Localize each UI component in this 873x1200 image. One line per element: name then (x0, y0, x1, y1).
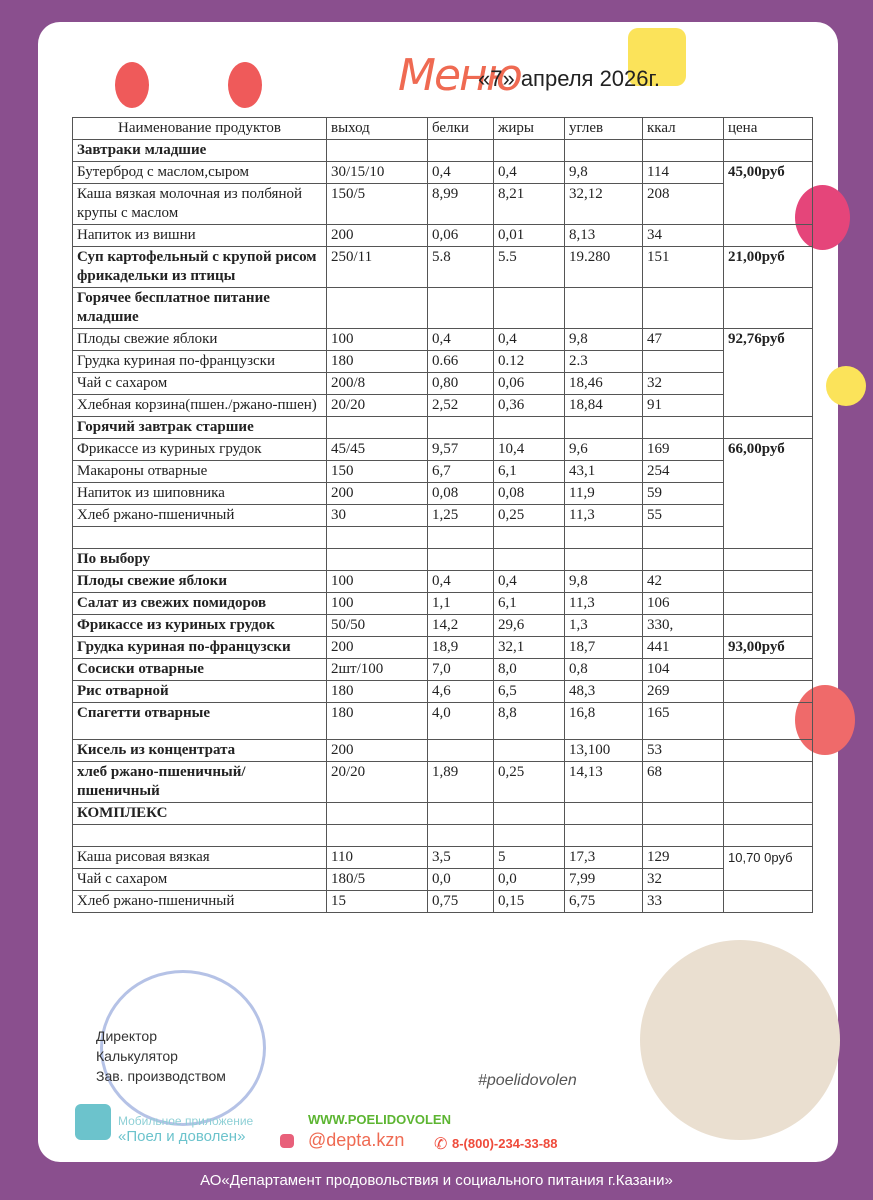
fat: 29,6 (494, 615, 565, 637)
price (724, 762, 813, 803)
price (724, 681, 813, 703)
carbs: 11,9 (565, 483, 643, 505)
product-name: Плоды свежие яблоки (73, 571, 327, 593)
protein: 6,7 (428, 461, 494, 483)
price: 45,00руб (724, 162, 813, 225)
fat: 8,8 (494, 703, 565, 740)
kcal: 151 (643, 247, 724, 288)
table-row (73, 847, 813, 869)
footer-organization: АО«Департамент продовольствия и социального питания г.Казани» (200, 1172, 673, 1189)
carbs: 14,13 (565, 762, 643, 803)
product-name: Сосиски отварные (73, 659, 327, 681)
price (724, 825, 813, 847)
portion (327, 803, 428, 825)
carbs: 43,1 (565, 461, 643, 483)
product-name: Бутерброд с маслом,сыром (73, 162, 327, 184)
price (724, 615, 813, 637)
table-row (73, 461, 813, 483)
fat: 0,0 (494, 869, 565, 891)
product-name: Каша рисовая вязкая (73, 847, 327, 869)
portion (327, 417, 428, 439)
kcal: 32 (643, 869, 724, 891)
price: 92,76руб (724, 329, 813, 417)
product-name: Кисель из концентрата (73, 740, 327, 762)
portion (327, 527, 428, 549)
table-row (73, 825, 813, 847)
table-row (73, 225, 813, 247)
column-header: цена (724, 118, 813, 140)
price (724, 549, 813, 571)
carbs: 1,3 (565, 615, 643, 637)
product-name: Чай с сахаром (73, 373, 327, 395)
app-label: Мобильное приложение (118, 1114, 254, 1128)
carbs: 32,12 (565, 184, 643, 225)
price (724, 571, 813, 593)
protein: 9,57 (428, 439, 494, 461)
protein: 0,08 (428, 483, 494, 505)
table-header-row (73, 118, 813, 140)
kcal: 269 (643, 681, 724, 703)
fat: 6,1 (494, 593, 565, 615)
product-name: Чай с сахаром (73, 869, 327, 891)
portion (327, 825, 428, 847)
protein (428, 803, 494, 825)
portion: 110 (327, 847, 428, 869)
price (724, 659, 813, 681)
fat: 0,36 (494, 395, 565, 417)
instagram-icon (280, 1134, 294, 1148)
kcal: 68 (643, 762, 724, 803)
protein: 0,06 (428, 225, 494, 247)
protein: 1,89 (428, 762, 494, 803)
protein (428, 740, 494, 762)
website-link[interactable]: WWW.POELIDOVOLEN (308, 1112, 451, 1127)
portion: 2шт/100 (327, 659, 428, 681)
product-name (73, 825, 327, 847)
price (724, 140, 813, 162)
table-row (73, 762, 813, 803)
kcal: 114 (643, 162, 724, 184)
portion: 150 (327, 461, 428, 483)
carbs: 18,7 (565, 637, 643, 659)
kcal (643, 417, 724, 439)
kcal: 106 (643, 593, 724, 615)
kcal: 55 (643, 505, 724, 527)
carbs (565, 417, 643, 439)
column-header: белки (428, 118, 494, 140)
protein: 2,52 (428, 395, 494, 417)
price: 21,00руб (724, 247, 813, 288)
table-row (73, 659, 813, 681)
kcal: 254 (643, 461, 724, 483)
kcal: 169 (643, 439, 724, 461)
kcal (643, 288, 724, 329)
product-name: Рис отварной (73, 681, 327, 703)
price (724, 288, 813, 329)
kcal: 42 (643, 571, 724, 593)
kcal (643, 351, 724, 373)
fat: 0,25 (494, 762, 565, 803)
signature-production: Зав. производством (96, 1068, 226, 1084)
kcal: 104 (643, 659, 724, 681)
carbs (565, 825, 643, 847)
protein: 0,0 (428, 869, 494, 891)
tomato-character-decoration (115, 62, 149, 108)
product-name: Грудка куриная по-французски (73, 637, 327, 659)
carbs: 9,8 (565, 329, 643, 351)
price (724, 417, 813, 439)
carbs: 2.3 (565, 351, 643, 373)
carbs: 17,3 (565, 847, 643, 869)
carbs: 6,75 (565, 891, 643, 913)
fat: 5.5 (494, 247, 565, 288)
kcal (643, 825, 724, 847)
protein: 1,25 (428, 505, 494, 527)
hashtag: #poelidovolen (478, 1072, 577, 1089)
fat (494, 825, 565, 847)
column-header: углев (565, 118, 643, 140)
kcal: 32 (643, 373, 724, 395)
fat (494, 288, 565, 329)
protein: 0,4 (428, 329, 494, 351)
protein: 7,0 (428, 659, 494, 681)
table-row (73, 184, 813, 225)
portion (327, 140, 428, 162)
carbs (565, 140, 643, 162)
protein: 18,9 (428, 637, 494, 659)
fat: 0.12 (494, 351, 565, 373)
table-row (73, 247, 813, 288)
carbs: 18,46 (565, 373, 643, 395)
kcal: 47 (643, 329, 724, 351)
carbs: 11,3 (565, 593, 643, 615)
table-row (73, 527, 813, 549)
carbs: 48,3 (565, 681, 643, 703)
fat: 32,1 (494, 637, 565, 659)
table-row (73, 505, 813, 527)
protein: 0,75 (428, 891, 494, 913)
product-name: Хлеб ржано-пшеничный (73, 891, 327, 913)
carbs (565, 527, 643, 549)
carbs (565, 549, 643, 571)
phone-number[interactable]: 8-(800)-234-33-88 (452, 1136, 558, 1151)
portion: 200 (327, 225, 428, 247)
product-name: Суп картофельный с крупой рисом фрикадельки из птицы (73, 247, 327, 288)
product-name (73, 527, 327, 549)
lemon-decoration (826, 366, 866, 406)
portion (327, 549, 428, 571)
table-row (73, 891, 813, 913)
price: 10,70 0руб (724, 847, 813, 891)
price (724, 593, 813, 615)
table-row (73, 637, 813, 659)
product-name: Макароны отварные (73, 461, 327, 483)
table-row (73, 395, 813, 417)
kcal: 91 (643, 395, 724, 417)
product-name: Фрикассе из куриных грудок (73, 439, 327, 461)
fat: 8,21 (494, 184, 565, 225)
fat (494, 140, 565, 162)
kcal: 330, (643, 615, 724, 637)
table-row (73, 162, 813, 184)
carbs: 18,84 (565, 395, 643, 417)
kcal: 53 (643, 740, 724, 762)
fat: 5 (494, 847, 565, 869)
kcal: 441 (643, 637, 724, 659)
table-row (73, 483, 813, 505)
carbs: 11,3 (565, 505, 643, 527)
product-name: Хлебная корзина(пшен./ржано-пшен) (73, 395, 327, 417)
price (724, 803, 813, 825)
protein: 0,80 (428, 373, 494, 395)
carbs: 9,8 (565, 162, 643, 184)
product-name: Грудка куриная по-французски (73, 351, 327, 373)
app-name: «Поел и доволен» (118, 1128, 246, 1145)
carbs (565, 288, 643, 329)
protein: 1,1 (428, 593, 494, 615)
protein: 14,2 (428, 615, 494, 637)
protein (428, 549, 494, 571)
protein: 0,4 (428, 571, 494, 593)
kcal: 59 (643, 483, 724, 505)
carbs (565, 803, 643, 825)
portion: 50/50 (327, 615, 428, 637)
portion: 180 (327, 703, 428, 740)
table-row (73, 740, 813, 762)
carbs: 13,100 (565, 740, 643, 762)
portion: 45/45 (327, 439, 428, 461)
fat: 0,01 (494, 225, 565, 247)
carbs: 9,6 (565, 439, 643, 461)
protein: 5.8 (428, 247, 494, 288)
portion: 180 (327, 351, 428, 373)
menu-table (72, 117, 813, 913)
product-name: хлеб ржано-пшеничный/пшеничный (73, 762, 327, 803)
portion: 100 (327, 571, 428, 593)
price: 93,00руб (724, 637, 813, 659)
price (724, 703, 813, 740)
column-header: выход (327, 118, 428, 140)
kcal: 165 (643, 703, 724, 740)
phone-icon: ✆ (434, 1136, 448, 1153)
carbs: 0,8 (565, 659, 643, 681)
product-name: Завтраки младшие (73, 140, 327, 162)
kcal (643, 549, 724, 571)
instagram-handle[interactable]: @depta.kzn (308, 1130, 405, 1150)
table-row (73, 571, 813, 593)
product-name: По выбору (73, 549, 327, 571)
protein (428, 825, 494, 847)
fat: 0,08 (494, 483, 565, 505)
kcal (643, 527, 724, 549)
fat: 0,06 (494, 373, 565, 395)
product-name: Салат из свежих помидоров (73, 593, 327, 615)
fat: 10,4 (494, 439, 565, 461)
product-name: Горячее бесплатное питание младшие (73, 288, 327, 329)
table-row (73, 615, 813, 637)
protein: 4,0 (428, 703, 494, 740)
section-row (73, 549, 813, 571)
fat: 0,4 (494, 162, 565, 184)
product-name: КОМПЛЕКС (73, 803, 327, 825)
portion: 200/8 (327, 373, 428, 395)
app-icon (75, 1104, 111, 1140)
portion: 200 (327, 637, 428, 659)
portion: 20/20 (327, 762, 428, 803)
portion: 200 (327, 740, 428, 762)
kcal: 34 (643, 225, 724, 247)
carbs: 19.280 (565, 247, 643, 288)
table-row (73, 351, 813, 373)
section-row (73, 140, 813, 162)
protein: 3,5 (428, 847, 494, 869)
fat: 8,0 (494, 659, 565, 681)
kcal: 208 (643, 184, 724, 225)
broccoli-banana-decoration (640, 940, 840, 1140)
protein (428, 417, 494, 439)
fat: 0,25 (494, 505, 565, 527)
product-name: Плоды свежие яблоки (73, 329, 327, 351)
fat: 0,15 (494, 891, 565, 913)
signature-calculator: Калькулятор (96, 1048, 178, 1064)
kcal: 33 (643, 891, 724, 913)
portion: 180 (327, 681, 428, 703)
portion: 20/20 (327, 395, 428, 417)
price (724, 891, 813, 913)
fat (494, 417, 565, 439)
price (724, 225, 813, 247)
section-row (73, 417, 813, 439)
portion: 100 (327, 593, 428, 615)
fat: 0,4 (494, 329, 565, 351)
carbs: 16,8 (565, 703, 643, 740)
fat: 6,5 (494, 681, 565, 703)
menu-title-word: Меню (398, 50, 521, 101)
fat (494, 803, 565, 825)
product-name: Напиток из вишни (73, 225, 327, 247)
product-name: Горячий завтрак старшие (73, 417, 327, 439)
column-header: жиры (494, 118, 565, 140)
product-name: Каша вязкая молочная из полбяной крупы с маслом (73, 184, 327, 225)
section-row (73, 288, 813, 329)
protein: 4,6 (428, 681, 494, 703)
column-header: Наименование продуктов (73, 118, 327, 140)
portion: 200 (327, 483, 428, 505)
protein (428, 527, 494, 549)
table-row (73, 329, 813, 351)
kcal (643, 803, 724, 825)
carbs: 9,8 (565, 571, 643, 593)
portion: 150/5 (327, 184, 428, 225)
portion: 30 (327, 505, 428, 527)
portion: 250/11 (327, 247, 428, 288)
kcal: 129 (643, 847, 724, 869)
fat (494, 549, 565, 571)
portion: 180/5 (327, 869, 428, 891)
table-row (73, 869, 813, 891)
carbs: 8,13 (565, 225, 643, 247)
column-header: ккал (643, 118, 724, 140)
menu-date: «7» апреля 2026г. (478, 66, 660, 91)
portion: 30/15/10 (327, 162, 428, 184)
table-row (73, 703, 813, 740)
table-row (73, 593, 813, 615)
product-name: Напиток из шиповника (73, 483, 327, 505)
protein (428, 288, 494, 329)
price: 66,00руб (724, 439, 813, 549)
price (724, 740, 813, 762)
portion: 100 (327, 329, 428, 351)
fat (494, 527, 565, 549)
section-row (73, 803, 813, 825)
fat: 0,4 (494, 571, 565, 593)
product-name: Фрикассе из куриных грудок (73, 615, 327, 637)
protein: 0,4 (428, 162, 494, 184)
table-row (73, 373, 813, 395)
table-row (73, 439, 813, 461)
protein: 0.66 (428, 351, 494, 373)
signature-director: Директор (96, 1028, 157, 1044)
fat (494, 740, 565, 762)
protein: 8,99 (428, 184, 494, 225)
carbs: 7,99 (565, 869, 643, 891)
portion (327, 288, 428, 329)
fat: 6,1 (494, 461, 565, 483)
product-name: Спагетти отварные (73, 703, 327, 740)
protein (428, 140, 494, 162)
portion: 15 (327, 891, 428, 913)
tomato-character-decoration (228, 62, 262, 108)
table-row (73, 681, 813, 703)
kcal (643, 140, 724, 162)
product-name: Хлеб ржано-пшеничный (73, 505, 327, 527)
